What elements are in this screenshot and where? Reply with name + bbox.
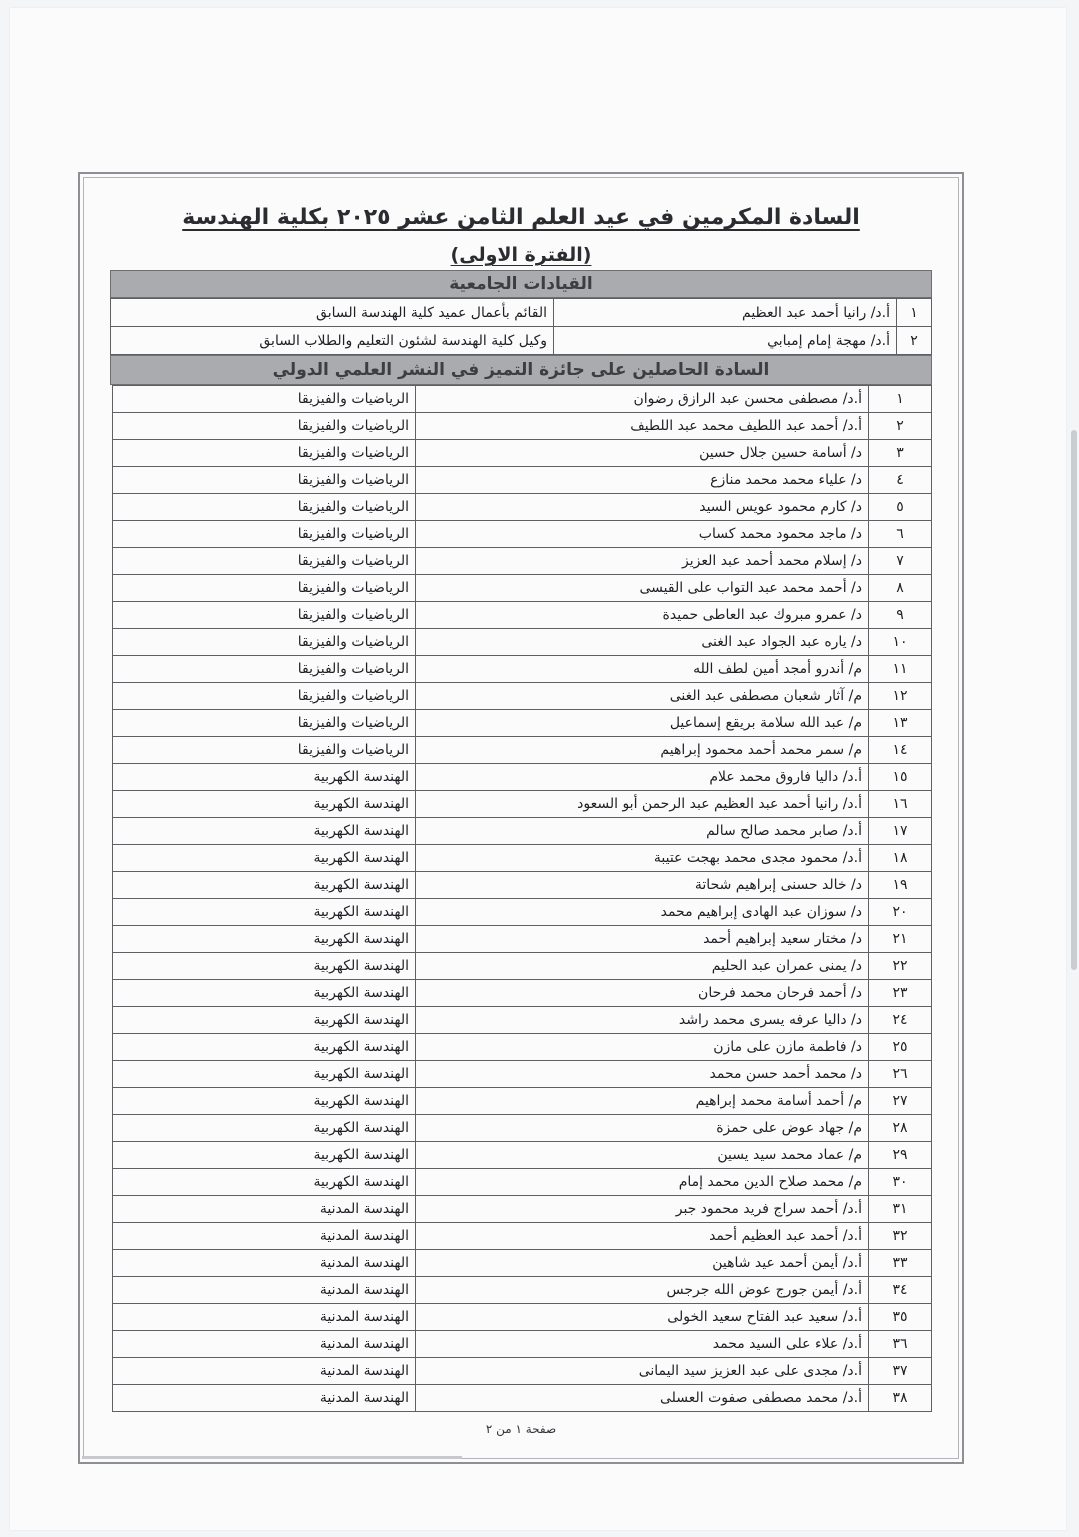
leader-role: القائم بأعمال عميد كلية الهندسة السابق bbox=[111, 299, 554, 327]
row-number: ١ bbox=[897, 299, 932, 327]
table-row bbox=[113, 386, 932, 413]
row-number: ٣٢ bbox=[869, 1223, 932, 1250]
awardee-name: م/ جهاد عوض على حمزة bbox=[416, 1115, 869, 1142]
awardee-name: د/ أحمد محمد عبد التواب على القيسى bbox=[416, 575, 869, 602]
awardee-name: د/ عمرو مبروك عبد العاطى حميدة bbox=[416, 602, 869, 629]
row-number: ١٥ bbox=[869, 764, 932, 791]
awardee-department: الهندسة الكهربية bbox=[113, 1007, 416, 1034]
table-row bbox=[113, 1169, 932, 1196]
awardee-name: أ.د/ سعيد عبد الفتاح سعيد الخولى bbox=[416, 1304, 869, 1331]
row-number: ٤ bbox=[869, 467, 932, 494]
row-number: ١٠ bbox=[869, 629, 932, 656]
row-number: ٢٣ bbox=[869, 980, 932, 1007]
page-subtitle: (الفترة الاولى) bbox=[450, 244, 592, 266]
row-number: ١ bbox=[869, 386, 932, 413]
awardee-department: الهندسة الكهربية bbox=[113, 845, 416, 872]
table-row bbox=[113, 1223, 932, 1250]
table-row bbox=[113, 548, 932, 575]
leaders-table bbox=[110, 298, 932, 355]
page-title: السادة المكرمين في عيد العلم الثامن عشر ٢٠٢٥ بكلية الهندسة bbox=[182, 205, 860, 230]
table-row bbox=[113, 602, 932, 629]
awardee-name: أ.د/ أيمن أحمد عيد شاهين bbox=[416, 1250, 869, 1277]
awardee-name: د/ داليا عرفه يسرى محمد راشد bbox=[416, 1007, 869, 1034]
table-row bbox=[111, 299, 932, 327]
awardee-department: الهندسة المدنية bbox=[113, 1304, 416, 1331]
table-row bbox=[113, 1385, 932, 1412]
table-row bbox=[113, 818, 932, 845]
awardee-department: الهندسة المدنية bbox=[113, 1358, 416, 1385]
table-row bbox=[113, 683, 932, 710]
row-number: ١٢ bbox=[869, 683, 932, 710]
awardee-name: د/ إسلام محمد أحمد عبد العزيز bbox=[416, 548, 869, 575]
row-number: ٣٣ bbox=[869, 1250, 932, 1277]
row-number: ٣١ bbox=[869, 1196, 932, 1223]
table-row bbox=[113, 575, 932, 602]
section-header-leaders: القيادات الجامعية bbox=[110, 270, 932, 298]
table-row bbox=[113, 1061, 932, 1088]
awardee-department: الهندسة الكهربية bbox=[113, 791, 416, 818]
awardee-department: الرياضيات والفيزيقا bbox=[113, 629, 416, 656]
awardee-name: د/ سوزان عبد الهادى إبراهيم محمد bbox=[416, 899, 869, 926]
row-number: ٢٨ bbox=[869, 1115, 932, 1142]
row-number: ٩ bbox=[869, 602, 932, 629]
awardee-department: الهندسة الكهربية bbox=[113, 818, 416, 845]
awardee-department: الهندسة المدنية bbox=[113, 1250, 416, 1277]
awardee-name: أ.د/ رانيا أحمد عبد العظيم عبد الرحمن أبو السعود bbox=[416, 791, 869, 818]
table-row bbox=[113, 1088, 932, 1115]
table-row bbox=[113, 980, 932, 1007]
table-row bbox=[113, 1277, 932, 1304]
awardee-department: الهندسة الكهربية bbox=[113, 1088, 416, 1115]
table-row bbox=[113, 440, 932, 467]
awardee-name: أ.د/ أحمد عبد اللطيف محمد عبد اللطيف bbox=[416, 413, 869, 440]
row-number: ٢٠ bbox=[869, 899, 932, 926]
awardee-name: أ.د/ أحمد عبد العظيم أحمد bbox=[416, 1223, 869, 1250]
awardee-name: د/ علياء محمد محمد منازع bbox=[416, 467, 869, 494]
awardee-name: د/ فاطمة مازن على مازن bbox=[416, 1034, 869, 1061]
table-row bbox=[113, 872, 932, 899]
row-number: ٢٦ bbox=[869, 1061, 932, 1088]
table-row bbox=[113, 791, 932, 818]
row-number: ١٨ bbox=[869, 845, 932, 872]
table-row bbox=[111, 327, 932, 355]
row-number: ٣٧ bbox=[869, 1358, 932, 1385]
awardee-name: د/ كارم محمود عويس السيد bbox=[416, 494, 869, 521]
table-row bbox=[113, 1196, 932, 1223]
awardee-name: د/ خالد حسنى إبراهيم شحاتة bbox=[416, 872, 869, 899]
row-number: ٢٩ bbox=[869, 1142, 932, 1169]
awardee-department: الهندسة الكهربية bbox=[113, 1034, 416, 1061]
table-row bbox=[113, 953, 932, 980]
row-number: ٢٧ bbox=[869, 1088, 932, 1115]
awardee-department: الرياضيات والفيزيقا bbox=[113, 521, 416, 548]
awardee-name: أ.د/ أيمن جورج عوض الله جرجس bbox=[416, 1277, 869, 1304]
awardee-department: الهندسة الكهربية bbox=[113, 1142, 416, 1169]
row-number: ١١ bbox=[869, 656, 932, 683]
awardee-department: الهندسة الكهربية bbox=[113, 953, 416, 980]
awardee-department: الرياضيات والفيزيقا bbox=[113, 656, 416, 683]
awardees-table bbox=[112, 385, 932, 1412]
awardee-department: الرياضيات والفيزيقا bbox=[113, 683, 416, 710]
awardee-name: د/ محمد أحمد حسن محمد bbox=[416, 1061, 869, 1088]
awardee-department: الرياضيات والفيزيقا bbox=[113, 467, 416, 494]
row-number: ٢٤ bbox=[869, 1007, 932, 1034]
row-number: ٢ bbox=[897, 327, 932, 355]
leader-name: أ.د/ مهجة إمام إمبابي bbox=[554, 327, 897, 355]
table-row bbox=[113, 467, 932, 494]
row-number: ٢٢ bbox=[869, 953, 932, 980]
awardee-name: أ.د/ محمود مجدى محمد بهجت عتيبة bbox=[416, 845, 869, 872]
table-row bbox=[113, 899, 932, 926]
awardee-department: الرياضيات والفيزيقا bbox=[113, 440, 416, 467]
awardee-name: أ.د/ أحمد سراج فريد محمود جبر bbox=[416, 1196, 869, 1223]
table-row bbox=[113, 1304, 932, 1331]
awardee-department: الرياضيات والفيزيقا bbox=[113, 737, 416, 764]
table-row bbox=[113, 413, 932, 440]
awardee-name: أ.د/ مجدى على عبد العزيز سيد اليمانى bbox=[416, 1358, 869, 1385]
row-number: ١٧ bbox=[869, 818, 932, 845]
awardee-department: الهندسة المدنية bbox=[113, 1223, 416, 1250]
row-number: ٦ bbox=[869, 521, 932, 548]
row-number: ١٣ bbox=[869, 710, 932, 737]
awardee-name: م/ أحمد أسامة محمد إبراهيم bbox=[416, 1088, 869, 1115]
page-number: صفحة ١ من ٢ bbox=[485, 1422, 557, 1436]
section-header-award: السادة الحاصلين على جائزة التميز في النشر العلمي الدولي bbox=[110, 355, 932, 385]
row-number: ١٤ bbox=[869, 737, 932, 764]
row-number: ٢١ bbox=[869, 926, 932, 953]
awardee-name: م/ أندرو أمجد أمين لطف الله bbox=[416, 656, 869, 683]
awardee-department: الهندسة المدنية bbox=[113, 1277, 416, 1304]
awardee-name: أ.د/ داليا فاروق محمد علام bbox=[416, 764, 869, 791]
row-number: ٢ bbox=[869, 413, 932, 440]
awardee-department: الهندسة المدنية bbox=[113, 1385, 416, 1412]
awardee-name: م/ محمد صلاح الدين محمد إمام bbox=[416, 1169, 869, 1196]
row-number: ٣ bbox=[869, 440, 932, 467]
awardee-name: م/ عبد الله سلامة بريقع إسماعيل bbox=[416, 710, 869, 737]
leader-name: أ.د/ رانيا أحمد عبد العظيم bbox=[554, 299, 897, 327]
awardee-department: الهندسة الكهربية bbox=[113, 980, 416, 1007]
awardee-department: الهندسة الكهربية bbox=[113, 1061, 416, 1088]
awardee-department: الرياضيات والفيزيقا bbox=[113, 386, 416, 413]
row-number: ٧ bbox=[869, 548, 932, 575]
awardee-name: د/ أحمد فرحان محمد فرحان bbox=[416, 980, 869, 1007]
table-row bbox=[113, 1142, 932, 1169]
awardee-name: د/ مختار سعيد إبراهيم أحمد bbox=[416, 926, 869, 953]
table-row bbox=[113, 521, 932, 548]
table-row bbox=[113, 656, 932, 683]
awardee-department: الرياضيات والفيزيقا bbox=[113, 575, 416, 602]
awardee-department: الهندسة الكهربية bbox=[113, 899, 416, 926]
awardee-department: الهندسة الكهربية bbox=[113, 1115, 416, 1142]
row-number: ٣٨ bbox=[869, 1385, 932, 1412]
awardee-department: الرياضيات والفيزيقا bbox=[113, 494, 416, 521]
awardee-name: د/ يمنى عمران عبد الحليم bbox=[416, 953, 869, 980]
awardee-name: م/ آثار شعبان مصطفى عبد الغنى bbox=[416, 683, 869, 710]
row-number: ٣٠ bbox=[869, 1169, 932, 1196]
table-row bbox=[113, 1358, 932, 1385]
table-row bbox=[113, 710, 932, 737]
awardee-name: أ.د/ مصطفى محسن عبد الرازق رضوان bbox=[416, 386, 869, 413]
awardee-name: أ.د/ صابر محمد صالح سالم bbox=[416, 818, 869, 845]
table-row bbox=[113, 737, 932, 764]
awardee-name: م/ عماد محمد سيد يسين bbox=[416, 1142, 869, 1169]
table-row bbox=[113, 629, 932, 656]
table-row bbox=[113, 764, 932, 791]
awardee-department: الرياضيات والفيزيقا bbox=[113, 548, 416, 575]
awardee-department: الهندسة الكهربية bbox=[113, 872, 416, 899]
scrollbar[interactable] bbox=[1071, 430, 1077, 970]
table-row bbox=[113, 1115, 932, 1142]
row-number: ٨ bbox=[869, 575, 932, 602]
awardee-department: الهندسة الكهربية bbox=[113, 764, 416, 791]
awardee-department: الهندسة المدنية bbox=[113, 1331, 416, 1358]
table-row bbox=[113, 494, 932, 521]
row-number: ١٦ bbox=[869, 791, 932, 818]
row-number: ٣٦ bbox=[869, 1331, 932, 1358]
row-number: ٣٥ bbox=[869, 1304, 932, 1331]
awardee-name: د/ أسامة حسين جلال حسين bbox=[416, 440, 869, 467]
awardee-department: الهندسة الكهربية bbox=[113, 926, 416, 953]
table-row bbox=[113, 926, 932, 953]
awardee-department: الهندسة المدنية bbox=[113, 1196, 416, 1223]
awardee-name: م/ سمر محمد أحمد محمود إبراهيم bbox=[416, 737, 869, 764]
row-number: ٥ bbox=[869, 494, 932, 521]
awardee-department: الرياضيات والفيزيقا bbox=[113, 413, 416, 440]
table-row bbox=[113, 1331, 932, 1358]
awardee-name: أ.د/ علاء على السيد محمد bbox=[416, 1331, 869, 1358]
leader-role: وكيل كلية الهندسة لشئون التعليم والطلاب السابق bbox=[111, 327, 554, 355]
table-row bbox=[113, 1250, 932, 1277]
awardee-name: أ.د/ محمد مصطفى صفوت العسلى bbox=[416, 1385, 869, 1412]
row-number: ١٩ bbox=[869, 872, 932, 899]
scan-noise bbox=[82, 1456, 462, 1459]
row-number: ٢٥ bbox=[869, 1034, 932, 1061]
table-row bbox=[113, 1034, 932, 1061]
awardee-department: الرياضيات والفيزيقا bbox=[113, 602, 416, 629]
awardee-name: د/ ماجد محمود محمد كساب bbox=[416, 521, 869, 548]
row-number: ٣٤ bbox=[869, 1277, 932, 1304]
table-row bbox=[113, 1007, 932, 1034]
table-row bbox=[113, 845, 932, 872]
awardee-department: الهندسة الكهربية bbox=[113, 1169, 416, 1196]
awardee-name: د/ ياره عبد الجواد عبد الغنى bbox=[416, 629, 869, 656]
awardee-department: الرياضيات والفيزيقا bbox=[113, 710, 416, 737]
